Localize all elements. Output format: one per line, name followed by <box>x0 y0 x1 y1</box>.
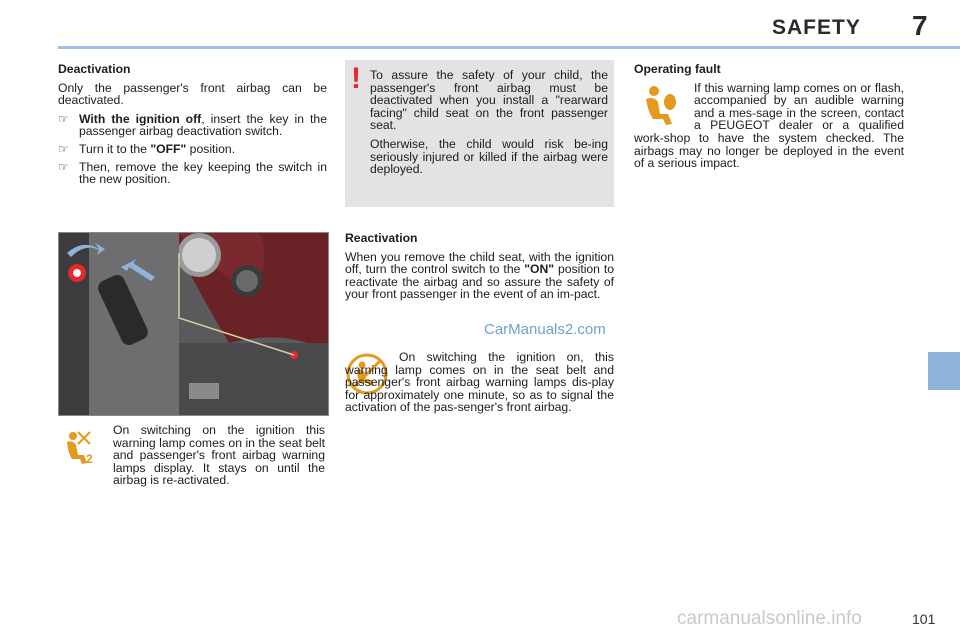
reactivation-p1-post: position to reactivate the airbag and so assure the safety of your front passenger in the event of an im-pact. <box>345 262 614 302</box>
deactivation-caption <box>113 424 325 493</box>
warning-paragraph-1: To assure the safety of your child, the passenger's front airbag must be deactivated when you install a "rearward facing" child seat on the front passenger seat. <box>370 68 608 133</box>
header-title: SAFETY <box>772 16 861 39</box>
footer-watermark: carmanualsonline.info <box>677 608 862 629</box>
warning-exclamation-icon: ! <box>351 62 361 95</box>
operating-fault-text <box>634 82 904 170</box>
bullet-pointer-icon: ☞ <box>58 141 69 156</box>
step2-pre: Turn it to the <box>79 141 151 156</box>
chapter-number: 7 <box>912 10 928 41</box>
reactivation-heading: Reactivation <box>345 231 418 245</box>
deactivation-intro: Only the passenger's front airbag can be deactivated. <box>58 80 327 108</box>
reactivation-p1-bold: "ON" <box>524 262 555 277</box>
deactivation-step-3 <box>58 161 327 186</box>
step2-post: position. <box>186 141 236 156</box>
reactivation-paragraph-2 <box>345 351 614 414</box>
caption-text: On switching on the ignition this warning lamp comes on in the seat belt and passenger's front airbag warning lamps display. It stays on until the airbag is re-activated. <box>113 423 325 488</box>
bullet-pointer-icon: ☞ <box>58 111 69 126</box>
chapter-side-tab[interactable] <box>928 352 960 390</box>
deactivation-step-2 <box>58 143 327 156</box>
airbag-off-icon <box>62 430 98 466</box>
operating-fault-body: If this warning lamp comes on or flash, accompanied by an audible warning and a mes-sage in the screen, contact a PEUGEOT dealer or a qualified work-shop to have the system checked. The airbags may no longer be deployed in the event of a serious impact. <box>634 80 904 171</box>
airbag-fault-icon <box>638 82 684 128</box>
deactivation-step-1 <box>58 113 327 138</box>
carmanuals-watermark: CarManuals2.com <box>484 321 606 338</box>
warning-text <box>370 69 608 182</box>
step2-bold: "OFF" <box>150 141 187 156</box>
step3-text: Then, remove the key keeping the switch in the new position. <box>79 159 327 187</box>
step1-bold: With the ignition off <box>79 111 202 126</box>
operating-fault-section <box>634 63 904 176</box>
reactivation-section <box>345 232 614 307</box>
reactivation-p1-pre: When you remove the child seat, with the ignition off, turn the control switch to the <box>345 249 614 277</box>
deactivation-section <box>58 63 327 191</box>
header-rule <box>58 46 960 49</box>
bullet-pointer-icon: ☞ <box>58 159 69 174</box>
step1-text: , insert the key in the passenger airbag deactivation switch. <box>79 111 327 139</box>
reactivation-warning-section <box>345 351 614 420</box>
svg-text:2: 2 <box>86 452 93 466</box>
operating-fault-heading: Operating fault <box>634 62 721 76</box>
reactivation-p2-text: On switching the ignition on, this warning lamp comes on in the seat belt and passenger's front airbag warning lamps dis-play for approximately one minute, so as to signal the activation of the pas-senger's front airbag. <box>345 350 614 415</box>
page-number: 101 <box>912 611 936 627</box>
dashboard-illustration <box>59 233 328 415</box>
deactivation-heading: Deactivation <box>58 62 131 76</box>
dashboard-photo <box>58 232 329 416</box>
reactivation-paragraph-1 <box>345 251 614 301</box>
warning-paragraph-2: Otherwise, the child would risk be-ing seriously injured or killed if the airbag were deployed. <box>370 136 608 177</box>
